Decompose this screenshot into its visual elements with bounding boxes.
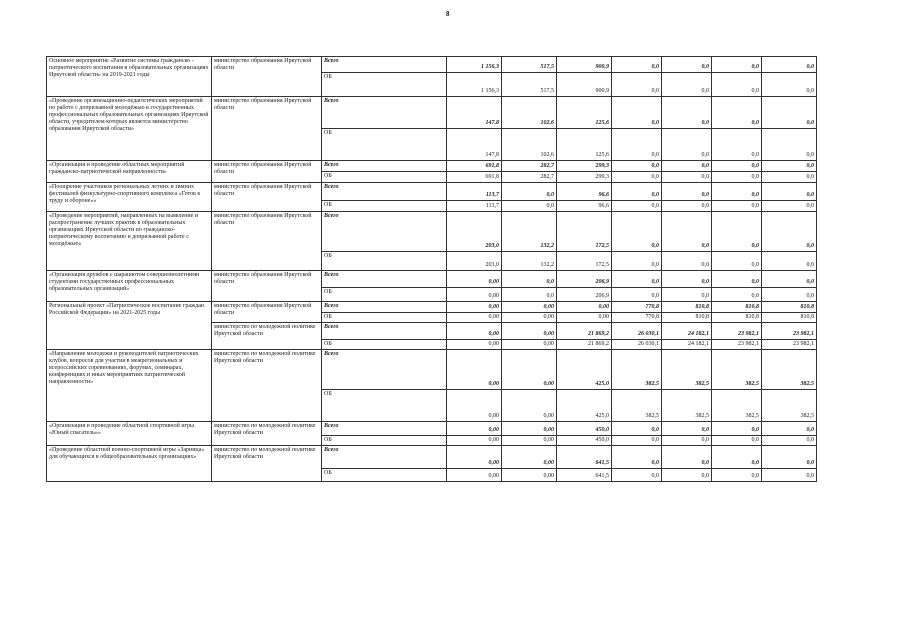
amount-cell: 770,8 [612,302,662,313]
table-row [47,350,817,390]
funding-source: ОБ [322,313,447,323]
amount-cell: 0,00 [502,390,557,422]
amount-cell: 0,0 [612,446,662,469]
amount-cell: 172,5 [557,252,612,271]
executor: министерство по молодежной политике Иркутской области [212,446,322,482]
funding-source: Всего [322,183,447,201]
amount-cell: 0,0 [612,212,662,252]
table-row [47,212,817,252]
amount-cell: 0,0 [612,469,662,482]
amount-cell: 0,0 [662,436,712,446]
amount-cell: 770,8 [612,313,662,323]
amount-cell: 0,0 [612,422,662,436]
table-row [47,446,817,469]
amount-cell: 382,5 [712,390,762,422]
amount-cell: 0,0 [662,57,712,73]
funding-source: ОБ [322,390,447,422]
funding-source: Всего [322,57,447,73]
amount-cell: 0,0 [712,129,762,161]
amount-cell: 0,00 [502,313,557,323]
amount-cell: 0,00 [557,302,612,313]
amount-cell: 0,0 [712,271,762,288]
amount-cell: 26 030,1 [612,323,662,340]
amount-cell: 382,5 [662,350,712,390]
amount-cell: 26 030,1 [612,340,662,350]
amount-cell: 641,5 [557,469,612,482]
executor: министерство образования Иркутской области [212,161,322,183]
amount-cell: 132,2 [502,252,557,271]
amount-cell: 425,0 [557,390,612,422]
amount-cell: 0,00 [447,313,502,323]
amount-cell: 0,0 [762,212,817,252]
amount-cell: 0,0 [712,212,762,252]
executor: министерство по молодежной политике Иркутской области [212,422,322,446]
amount-cell: 0,00 [447,340,502,350]
amount-cell: 24 182,1 [662,340,712,350]
amount-cell: 0,0 [762,469,817,482]
amount-cell: 0,0 [762,422,817,436]
budget-table [46,56,817,482]
amount-cell: 0,0 [612,288,662,302]
amount-cell: 21 869,2 [557,323,612,340]
amount-cell: 425,0 [557,350,612,390]
amount-cell: 0,0 [762,73,817,97]
amount-cell: 0,0 [502,288,557,302]
funding-source: ОБ [322,340,447,350]
funding-source: Всего [322,97,447,129]
amount-cell: 0,0 [712,446,762,469]
amount-cell: 0,00 [447,422,502,436]
amount-cell: 0,0 [662,129,712,161]
table-row [47,422,817,436]
amount-cell: 282,7 [502,172,557,183]
table-row [47,97,817,129]
amount-cell: 810,8 [662,302,712,313]
amount-cell: 517,5 [502,57,557,73]
amount-cell: 0,0 [712,97,762,129]
amount-cell: 102,6 [502,97,557,129]
amount-cell: 0,0 [712,73,762,97]
amount-cell: 810,8 [712,313,762,323]
table-row [47,302,817,313]
amount-cell: 0,00 [447,390,502,422]
activity-name: «Организация и проведение областных мероприятий гражданско-патриотической направленности» [47,161,212,183]
amount-cell: 0,0 [762,161,817,172]
amount-cell: 0,0 [662,97,712,129]
executor: министерство образования Иркутской области [212,57,322,97]
activity-name: «Организация и проведение областной спортивной игры «Юный спасатель»» [47,422,212,446]
amount-cell: 0,0 [662,201,712,212]
amount-cell: 0,00 [502,446,557,469]
amount-cell: 96,6 [557,183,612,201]
amount-cell: 0,0 [712,161,762,172]
amount-cell: 0,0 [712,172,762,183]
amount-cell: 113,7 [447,183,502,201]
executor: министерство образования Иркутской области [212,271,322,302]
amount-cell: 0,0 [712,436,762,446]
funding-source: ОБ [322,201,447,212]
table-row [47,183,817,201]
amount-cell: 382,5 [712,350,762,390]
executor: министерство по молодежной политике Иркутской области [212,350,322,422]
amount-cell: 382,5 [762,350,817,390]
amount-cell: 0,0 [612,57,662,73]
amount-cell: 172,5 [557,212,612,252]
table-row [47,57,817,73]
amount-cell: 641,5 [557,446,612,469]
funding-source: ОБ [322,469,447,482]
funding-source: ОБ [322,73,447,97]
amount-cell: 0,00 [502,302,557,313]
activity-name: «Проведение областной военно-спортивной игры «Зарница» для обучающихся в общеобразовательных организациях» [47,446,212,482]
amount-cell: 0,0 [712,288,762,302]
amount-cell: 382,5 [612,350,662,390]
amount-cell: 0,0 [662,446,712,469]
amount-cell: 0,00 [502,350,557,390]
amount-cell: 0,0 [712,201,762,212]
amount-cell: 21 869,2 [557,340,612,350]
amount-cell: 299,3 [557,161,612,172]
amount-cell: 0,0 [712,469,762,482]
amount-cell: 382,5 [762,390,817,422]
activity-name: «Проведение организационно-педагогических мероприятий по работе с допризывной молодёжью в государственных профессиональных образовательных организациях Иркутской области, учредителем которых является министерство образования Иркутской области» [47,97,212,161]
amount-cell: 900,9 [557,73,612,97]
executor: министерство образования Иркутской области [212,97,322,161]
amount-cell: 900,9 [557,57,612,73]
activity-name: «Поощрение участников региональных летних и зимних фестивалей физкультурно-спортивного комплекса «Готов к труду и обороне»» [47,183,212,212]
amount-cell: 0,0 [662,422,712,436]
amount-cell: 0,00 [447,288,502,302]
amount-cell: 810,8 [762,313,817,323]
executor: министерство образования Иркутской области [212,212,322,271]
amount-cell: 0,00 [502,469,557,482]
amount-cell: 0,00 [447,350,502,390]
executor: министерство образования Иркутской области [212,183,322,212]
amount-cell: 810,8 [662,313,712,323]
funding-source: Всего [322,350,447,390]
amount-cell: 450,0 [557,422,612,436]
amount-cell: 203,0 [447,252,502,271]
executor: министерство по молодежной политике Иркутской области [212,323,322,350]
activity-name: «Направление молодежи и руководителей патриотических клубов, вопросов для участия в межрегиональных и всероссийских соревнованиях, форумах, семинарах, конференциях и иных мероприятиях патриотической направленности» [47,350,212,422]
activity-name: Региональный проект «Патриотическое воспитание граждан Российской Федерации» на 2021-2025 годы [47,302,212,350]
amount-cell: 0,0 [762,97,817,129]
funding-source: Всего [322,446,447,469]
activity-name: «Проведение мероприятий, направленных на выявление и распространение лучших практик в образовательных организациях Иркутской области по гражданско-патриотическому воспитанию и допризывной работе с молодёжью» [47,212,212,271]
amount-cell: 0,0 [612,73,662,97]
amount-cell: 206,9 [557,288,612,302]
table-row [47,161,817,172]
amount-cell: 0,0 [712,252,762,271]
funding-source: ОБ [322,172,447,183]
amount-cell: 0,0 [762,172,817,183]
amount-cell: 96,6 [557,201,612,212]
funding-source: ОБ [322,436,447,446]
table-row [47,271,817,288]
amount-cell: 0,0 [662,469,712,482]
amount-cell: 0,0 [502,271,557,288]
amount-cell: 0,00 [447,323,502,340]
amount-cell: 0,0 [762,436,817,446]
amount-cell: 0,00 [447,271,502,288]
amount-cell: 0,00 [502,323,557,340]
amount-cell: 0,0 [712,183,762,201]
amount-cell: 147,8 [447,129,502,161]
page-number: 8 [446,10,450,18]
amount-cell: 0,00 [502,340,557,350]
amount-cell: 1 156,3 [447,73,502,97]
amount-cell: 0,0 [612,161,662,172]
amount-cell: 0,0 [612,252,662,271]
amount-cell: 125,6 [557,129,612,161]
amount-cell: 0,0 [762,271,817,288]
amount-cell: 24 182,1 [662,323,712,340]
funding-source: Всего [322,212,447,252]
amount-cell: 0,0 [712,422,762,436]
amount-cell: 0,00 [447,436,502,446]
amount-cell: 810,8 [762,302,817,313]
amount-cell: 0,0 [612,201,662,212]
amount-cell: 0,00 [502,422,557,436]
executor: министерство образования Иркутской области [212,302,322,323]
amount-cell: 0,0 [712,57,762,73]
amount-cell: 0,00 [447,446,502,469]
amount-cell: 0,00 [447,302,502,313]
amount-cell: 0,00 [557,313,612,323]
funding-source: Всего [322,271,447,288]
amount-cell: 0,0 [662,183,712,201]
amount-cell: 0,00 [447,469,502,482]
amount-cell: 0,0 [762,446,817,469]
amount-cell: 203,0 [447,212,502,252]
amount-cell: 691,8 [447,161,502,172]
funding-source: Всего [322,302,447,313]
amount-cell: 23 982,1 [762,323,817,340]
amount-cell: 0,0 [612,172,662,183]
activity-name: «Организация дружбов с шарашютом совершеннолетними студентами государственных профессиональных образовательных организаций» [47,271,212,302]
amount-cell: 0,0 [662,73,712,97]
amount-cell: 102,6 [502,129,557,161]
amount-cell: 450,0 [557,436,612,446]
amount-cell: 0,0 [502,183,557,201]
amount-cell: 517,5 [502,73,557,97]
amount-cell: 691,8 [447,172,502,183]
amount-cell: 0,0 [662,172,712,183]
amount-cell: 0,0 [612,183,662,201]
amount-cell: 0,0 [662,288,712,302]
amount-cell: 0,0 [662,161,712,172]
amount-cell: 0,0 [762,57,817,73]
amount-cell: 132,2 [502,212,557,252]
amount-cell: 206,9 [557,271,612,288]
amount-cell: 113,7 [447,201,502,212]
amount-cell: 23 982,1 [712,323,762,340]
amount-cell: 810,8 [712,302,762,313]
amount-cell: 23 982,1 [712,340,762,350]
funding-source: Всего [322,422,447,436]
funding-source: Всего [322,323,447,340]
amount-cell: 0,0 [662,271,712,288]
amount-cell: 125,6 [557,97,612,129]
amount-cell: 1 156,3 [447,57,502,73]
funding-source: ОБ [322,288,447,302]
amount-cell: 0,0 [612,129,662,161]
amount-cell: 0,0 [612,271,662,288]
funding-source: ОБ [322,252,447,271]
amount-cell: 382,5 [662,390,712,422]
amount-cell: 299,3 [557,172,612,183]
amount-cell: 0,0 [762,288,817,302]
amount-cell: 0,0 [662,252,712,271]
amount-cell: 382,5 [612,390,662,422]
amount-cell: 0,0 [762,252,817,271]
activity-name: Основное мероприятие «Развитие системы гражданско - патриотического воспитания в образовательных организациях Иркутской области» на 2019-2021 годы [47,57,212,97]
amount-cell: 0,0 [662,212,712,252]
amount-cell: 0,0 [502,201,557,212]
amount-cell: 23 982,1 [762,340,817,350]
amount-cell: 0,0 [612,436,662,446]
funding-source: ОБ [322,129,447,161]
amount-cell: 0,0 [762,201,817,212]
amount-cell: 282,7 [502,161,557,172]
amount-cell: 0,0 [612,97,662,129]
amount-cell: 0,00 [502,436,557,446]
funding-source: Всего [322,161,447,172]
amount-cell: 147,8 [447,97,502,129]
amount-cell: 0,0 [762,183,817,201]
amount-cell: 0,0 [762,129,817,161]
